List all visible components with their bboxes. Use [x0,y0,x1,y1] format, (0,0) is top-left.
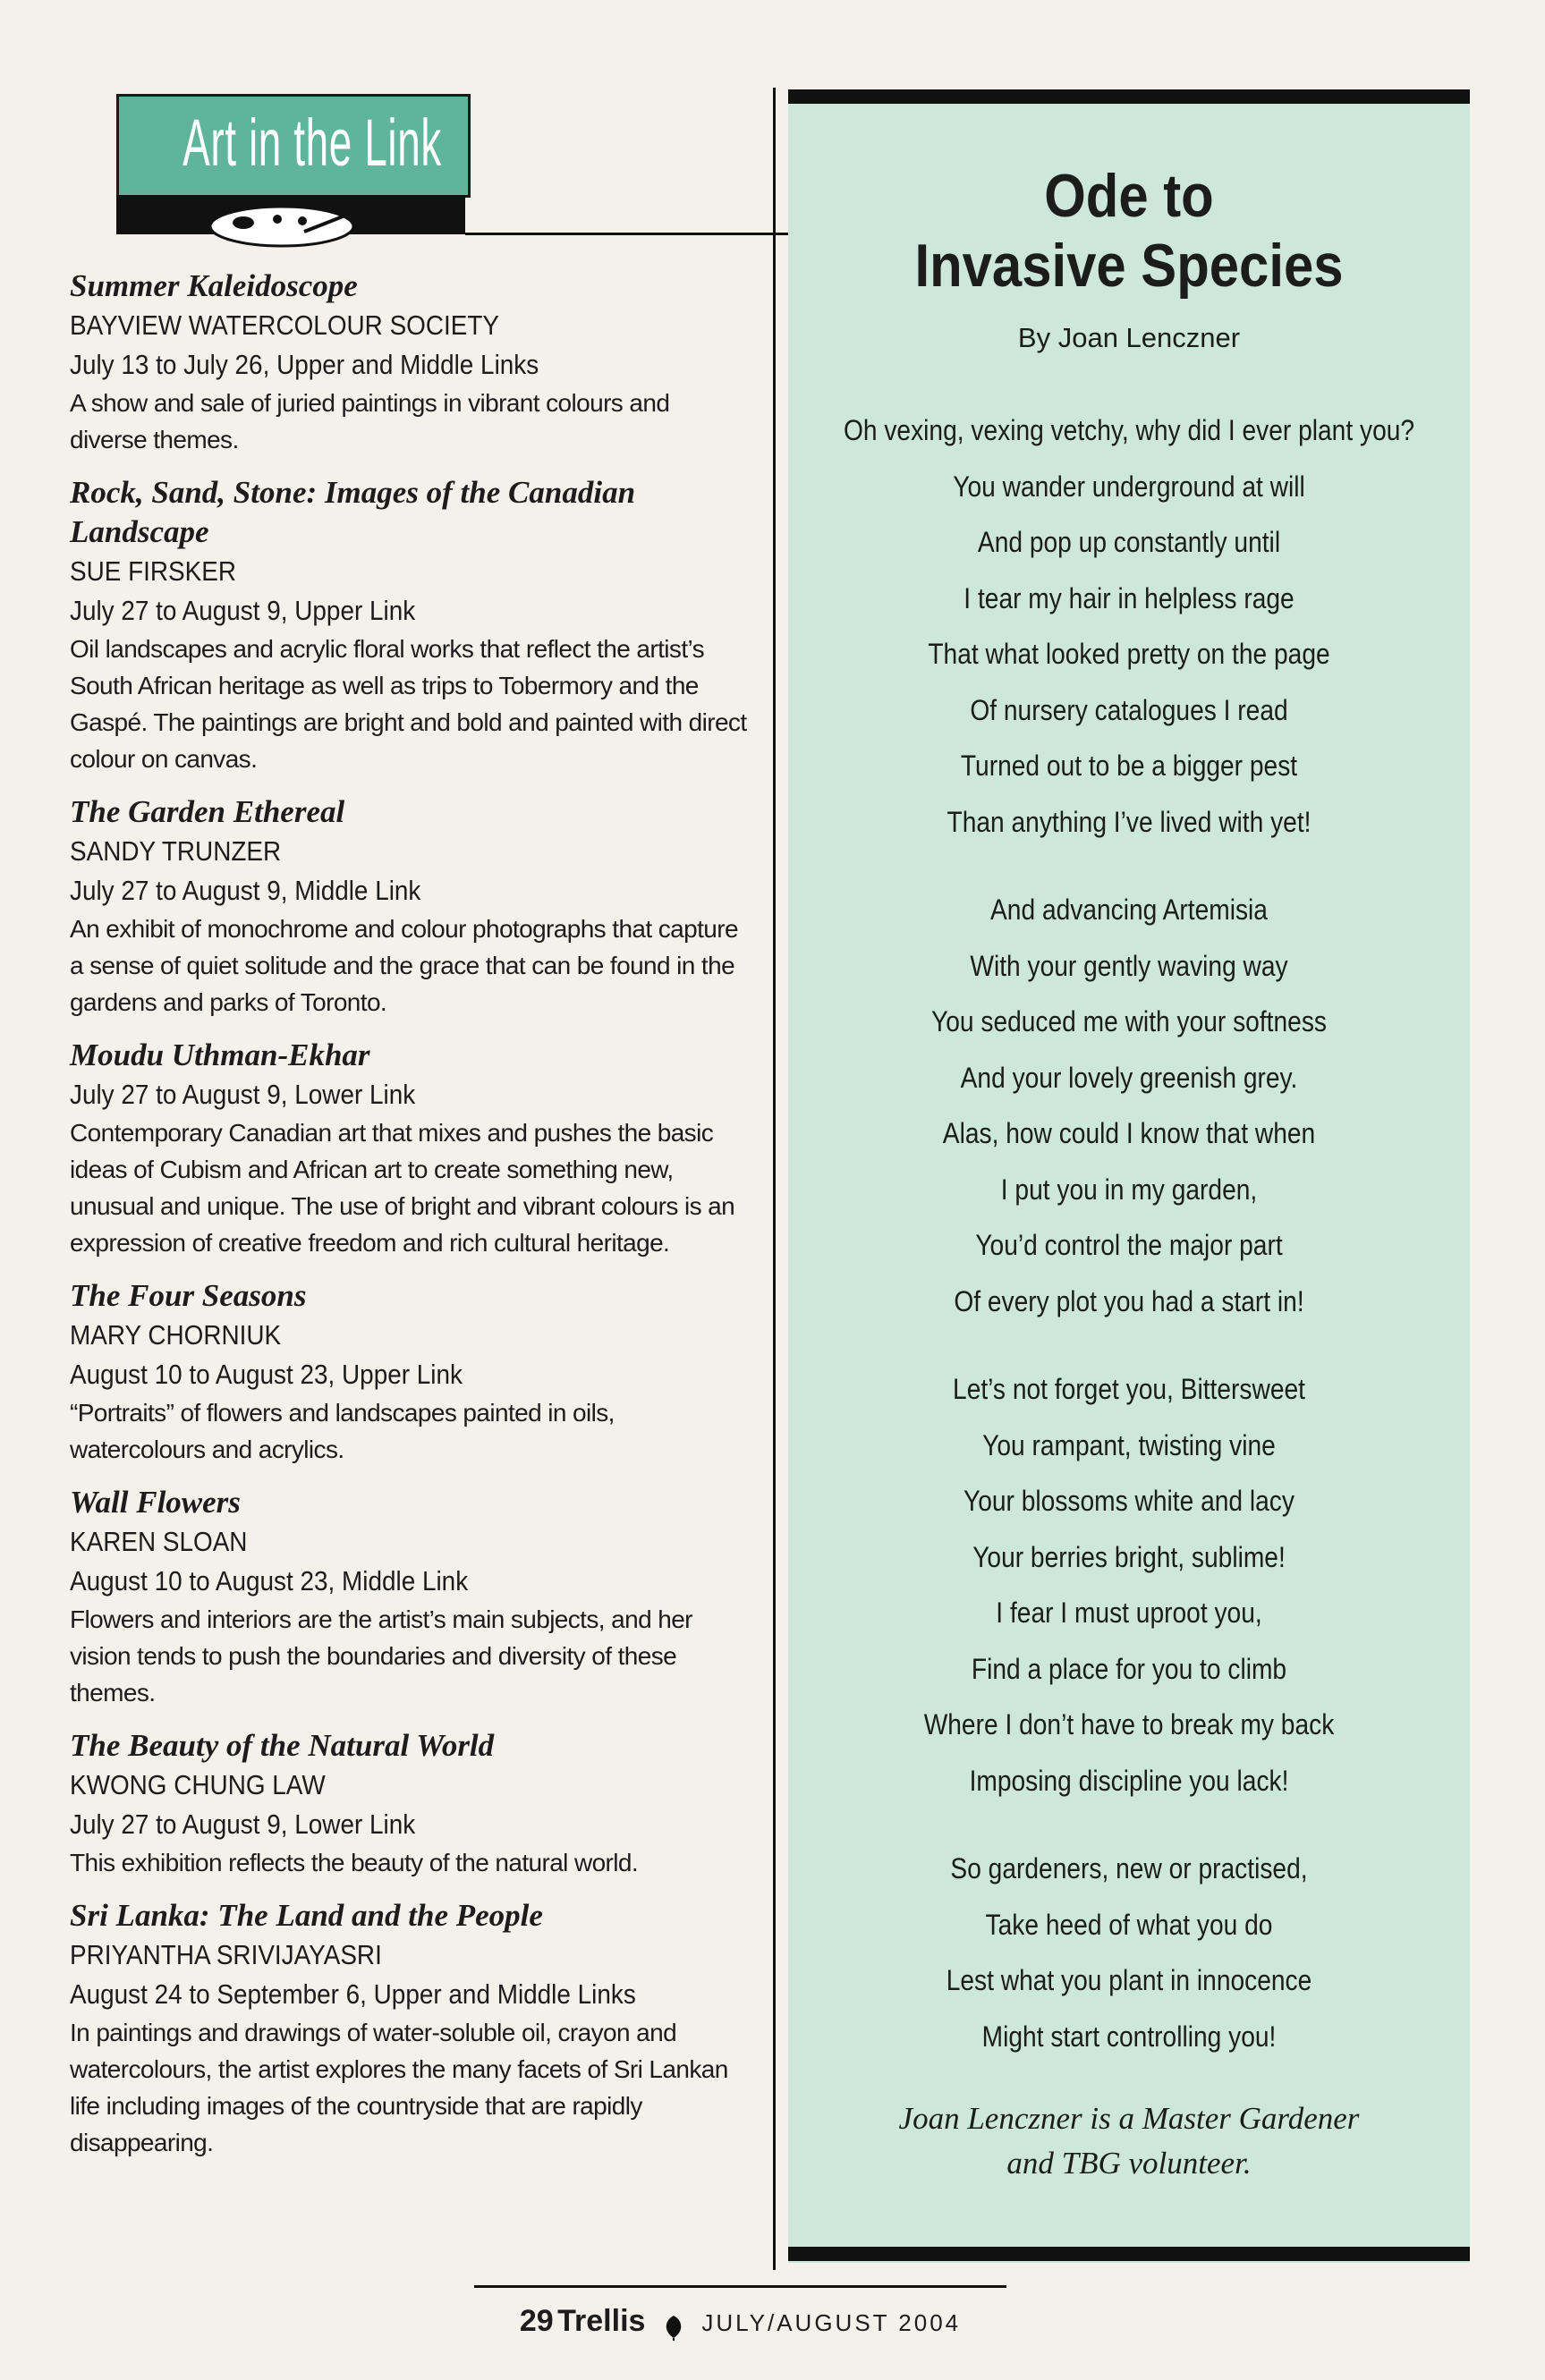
poem-verse: Than anything I’ve lived with yet! [947,805,1312,838]
poem-verse: That what looked pretty on the page [928,638,1330,670]
logo-text: Art in the Link [183,106,442,180]
poem-verse: So gardeners, new or practised, [950,1852,1308,1885]
exhibition-item [70,1483,750,1711]
exhibition-dates: August 10 to August 23, Middle Link [70,1565,469,1597]
poem-stanza [788,1361,1470,1808]
exhibition-dates: August 10 to August 23, Upper Link [70,1359,463,1390]
poem-stanza [788,1841,1470,2064]
exhibition-artist: BAYVIEW WATERCOLOUR SOCIETY [70,309,500,341]
exhibition-dates: July 13 to July 26, Upper and Middle Links [70,349,539,380]
poem-stanza [788,402,1470,850]
exhibition-description: Flowers and interiors are the artist’s main subjects, and her vision tends to push the boundaries and diversity of these themes. [70,1605,692,1707]
exhibition-item [70,1036,750,1261]
poem-verse: Of every plot you had a start in! [954,1284,1304,1317]
poem-verse: Might start controlling you! [981,2020,1277,2053]
footer-rule [474,2285,1006,2288]
poem-verse: With your gently waving way [970,949,1288,982]
exhibition-list [70,267,750,2176]
exhibition-dates: July 27 to August 9, Middle Link [70,875,421,906]
exhibition-title: Moudu Uthman-Ekhar [70,1038,370,1072]
poem-title-line: Ode to [1044,162,1214,230]
column-divider [773,88,776,2270]
exhibition-description: “Portraits” of flowers and landscapes painted in oils, watercolours and acrylics. [70,1399,615,1463]
poem-verse: I tear my hair in helpless rage [964,581,1295,614]
exhibition-description: A show and sale of juried paintings in vibrant colours and diverse themes. [70,389,670,453]
poem-verse: You rampant, twisting vine [982,1428,1276,1461]
paint-palette-icon [197,199,358,250]
exhibition-title: Summer Kaleidoscope [70,268,358,303]
poem-verse: I fear I must uproot you, [996,1597,1262,1629]
exhibition-artist: KWONG CHUNG LAW [70,1769,326,1800]
page-footer [474,2304,1006,2341]
poem-verse: Find a place for you to climb [971,1652,1287,1685]
exhibition-artist: PRIYANTHA SRIVIJAYASRI [70,1939,382,1970]
poem-title-line: Invasive Species [914,232,1344,300]
author-note-line: and TBG volunteer. [1006,2146,1252,2181]
exhibition-description: Contemporary Canadian art that mixes and pushes the basic ideas of Cubism and African art to create something new, unusual and unique. The use of bright and vibrant colours is an expression of creative freedom and rich cultural heritage. [70,1119,735,1257]
poem-verse: Where I don’t have to break my back [923,1708,1335,1741]
exhibition-item [70,792,750,1021]
poem-verse: Lest what you plant in innocence [946,1964,1312,1996]
exhibition-artist: MARY CHORNIUK [70,1319,282,1351]
exhibition-description: This exhibition reflects the beauty of the natural world. [70,1849,639,1876]
poem-verse: You’d control the major part [975,1229,1283,1261]
exhibition-item [70,1896,750,2161]
exhibition-artist: SANDY TRUNZER [70,835,282,867]
exhibition-dates: August 24 to September 6, Upper and Middle Links [70,1978,636,2010]
issue-date: JULY/AUGUST 2004 [701,2309,962,2336]
exhibition-item [70,1726,750,1881]
exhibition-item [70,1276,750,1468]
poem-verse: Oh vexing, vexing vetchy, why did I ever plant you? [843,414,1415,446]
exhibition-description: An exhibit of monochrome and colour photographs that capture a sense of quiet solitude and the grace that can be found in the gardens and parks of Toronto. [70,915,738,1016]
poem-verse: And your lovely greenish grey. [960,1061,1298,1094]
exhibition-title: Sri Lanka: The Land and the People [70,1898,543,1933]
magazine-name: Trellis [557,2304,646,2338]
exhibition-title: Rock, Sand, Stone: Images of the Canadian Landscape [70,475,636,549]
poem-verse: And advancing Artemisia [990,894,1268,926]
poem-verse: Your blossoms white and lacy [964,1485,1295,1517]
leaf-icon [662,2314,685,2341]
poem-verse: Of nursery catalogues I read [970,693,1288,726]
exhibition-dates: July 27 to August 9, Lower Link [70,1079,416,1110]
poem-verse: You wander underground at will [953,470,1305,503]
exhibition-title: The Garden Ethereal [70,794,345,829]
art-in-the-link-logo [116,94,743,255]
poem [788,161,1470,2186]
poem-verse: You seduced me with your softness [931,1005,1327,1038]
exhibition-dates: July 27 to August 9, Upper Link [70,595,416,626]
poem-top-rule [788,89,1470,104]
exhibition-artist: KAREN SLOAN [70,1526,248,1557]
exhibition-description: Oil landscapes and acrylic floral works that reflect the artist’s South African heritage as well as trips to Tobermory and the Gaspé. The paintings are bright and bold and painted with direct colour on canvas. [70,635,747,773]
exhibition-item [70,473,750,777]
poem-bottom-rule [788,2247,1470,2261]
page-number: 29 [519,2304,554,2338]
poem-verse: Imposing discipline you lack! [969,1764,1289,1797]
poem-stanza [788,882,1470,1329]
poem-verse: Alas, how could I know that when [942,1117,1316,1149]
poem-verse: Take heed of what you do [985,1908,1273,1941]
exhibition-description: In paintings and drawings of water-soluble oil, crayon and watercolours, the artist explores the many facets of Sri Lankan life including images of the countryside that are rapidly disappearing. [70,2019,728,2156]
exhibition-artist: SUE FIRSKER [70,555,237,587]
poem-verse: Turned out to be a bigger pest [960,750,1298,782]
poem-verse: I put you in my garden, [1000,1173,1258,1206]
poem-byline: By Joan Lenczner [1017,322,1241,353]
poem-verse: Your berries bright, sublime! [972,1540,1286,1573]
poem-verse: Let’s not forget you, Bittersweet [953,1373,1305,1405]
exhibition-title: The Beauty of the Natural World [70,1728,495,1763]
author-note-line: Joan Lenczner is a Master Gardener [898,2101,1360,2136]
exhibition-dates: July 27 to August 9, Lower Link [70,1808,416,1840]
exhibition-title: The Four Seasons [70,1278,307,1313]
exhibition-item [70,267,750,458]
poem-verse: And pop up constantly until [977,526,1281,558]
exhibition-title: Wall Flowers [70,1485,241,1520]
